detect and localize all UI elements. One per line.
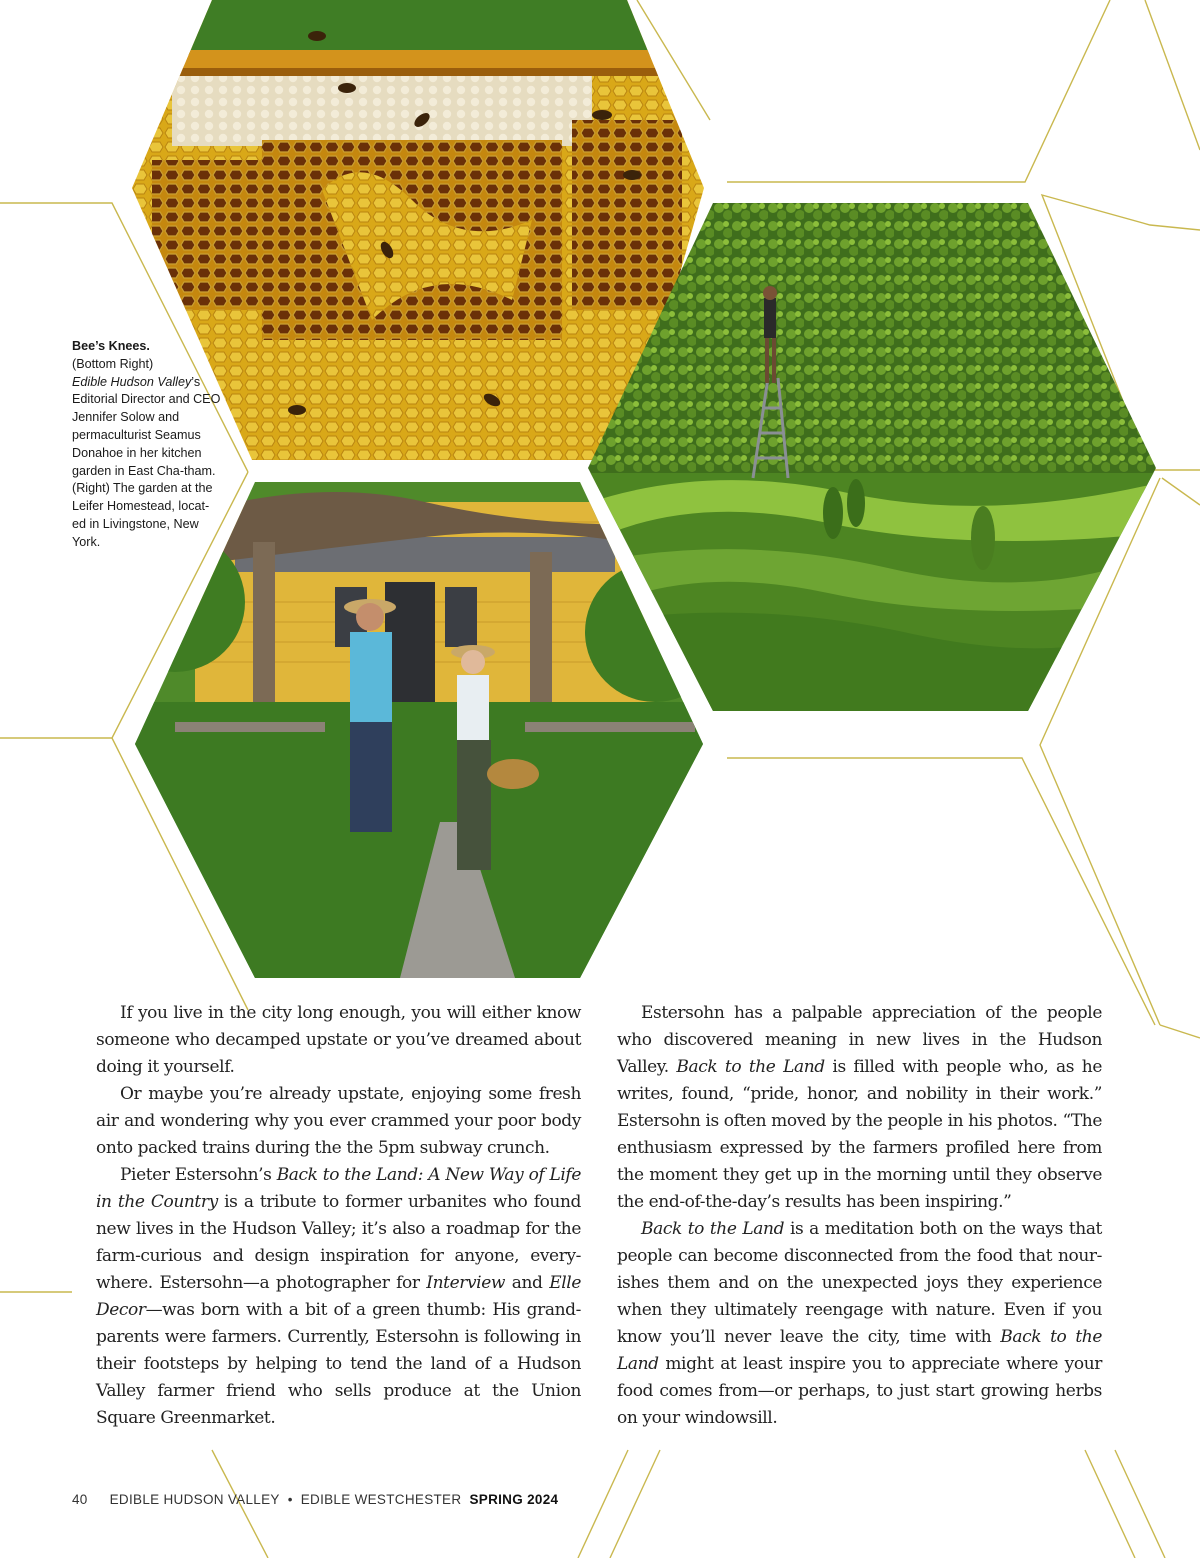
book-title: Back to the Land: A New Way of Life in the Country (96, 1165, 581, 1212)
caption-lead: (Bottom Right) (72, 356, 154, 371)
hex-outline (727, 0, 1110, 182)
caption-title: Bee’s Knees. (72, 339, 150, 353)
kitchen-garden-photo (135, 482, 705, 978)
hex-outline (1085, 1450, 1135, 1558)
page-number: 40 (72, 1492, 88, 1507)
hex-outline (1162, 478, 1200, 505)
separator-dot: • (287, 1492, 293, 1507)
photo-caption (72, 338, 222, 552)
hex-outline (610, 1450, 660, 1558)
paragraph: Estersohn has a palpable appreciation of the people who discovered meaning in new lives in the Hudson Valley. Back to the Land is filled with people who, as he writes, found, “pride, honor, and nobility in their work.” Estersohn is often moved by the people in his photos. “The enthusiasm expressed by the farmers profiled here from the moment they get up in the morning until they observe the end-of-the-day’s results has been inspiring.” (617, 1003, 1102, 1212)
page-footer (72, 1492, 558, 1507)
hex-outline (1115, 1450, 1165, 1558)
paragraph: Pieter Estersohn’s Back to the Land: A New Way of Life in the Country is a tribute to former urbanites who found new lives in the Hudson Valley; it’s also a roadmap for the farm-curious and design inspiration for anyone, every-where. Estersohn—a photographer for Interview and Elle Decor—was born with a bit of a green thumb: His grand-parents were farmers. Currently, Estersohn is following in their footsteps by helping to tend the land of a Hudson Valley farmer friend who sells produce at the Union Square Greenmarket. (96, 1165, 582, 1428)
hex-outline (578, 1450, 628, 1558)
caption-text: ’s Editorial Director and CEO Jennifer Solow and permaculturist Seamus Donahoe in her kitchen garden in East Cha-tham. (Right) The garden at the Leifer Homestead, locat-ed in Livingstone, New York. (72, 374, 221, 549)
paragraph: Back to the Land is a meditation both on the ways that people can become disconnected from the food that nour-ishes them and on the unexpected joys they experience when they ultimately reengage with nature. Even if you know you’ll never leave the city, time with Back to the Land might at least inspire you to appreciate where your food comes from—or perhaps, to just start growing herbs on your windowsill. (617, 1219, 1102, 1428)
hex-outline (1160, 1025, 1200, 1038)
hex-outline (1145, 0, 1200, 150)
publication-name: EDIBLE HUDSON VALLEY (109, 1492, 280, 1507)
caption-publication: Edible Hudson Valley (72, 374, 192, 389)
publication-name: EDIBLE WESTCHESTER (300, 1492, 462, 1507)
book-title: Back to the Land (676, 1057, 825, 1077)
paragraph: Or maybe you’re already upstate, enjoying some fresh air and wondering why you ever crammed your poor body onto packed trains during the the 5pm subway crunch. (96, 1084, 581, 1158)
issue-label: SPRING 2024 (469, 1492, 559, 1507)
hex-outline (727, 758, 1155, 1025)
paragraph: If you live in the city long enough, you will either know someone who decamped upstate or you’ve dreamed about doing it yourself. (96, 1003, 581, 1077)
book-title: Back to the Land (617, 1327, 1102, 1374)
magazine-title: Interview (426, 1273, 506, 1293)
magazine-title: Elle Decor (96, 1273, 581, 1320)
book-title: Back to the Land (641, 1219, 785, 1239)
article-column-right (617, 1000, 1102, 1432)
article-column-left (96, 1000, 581, 1432)
